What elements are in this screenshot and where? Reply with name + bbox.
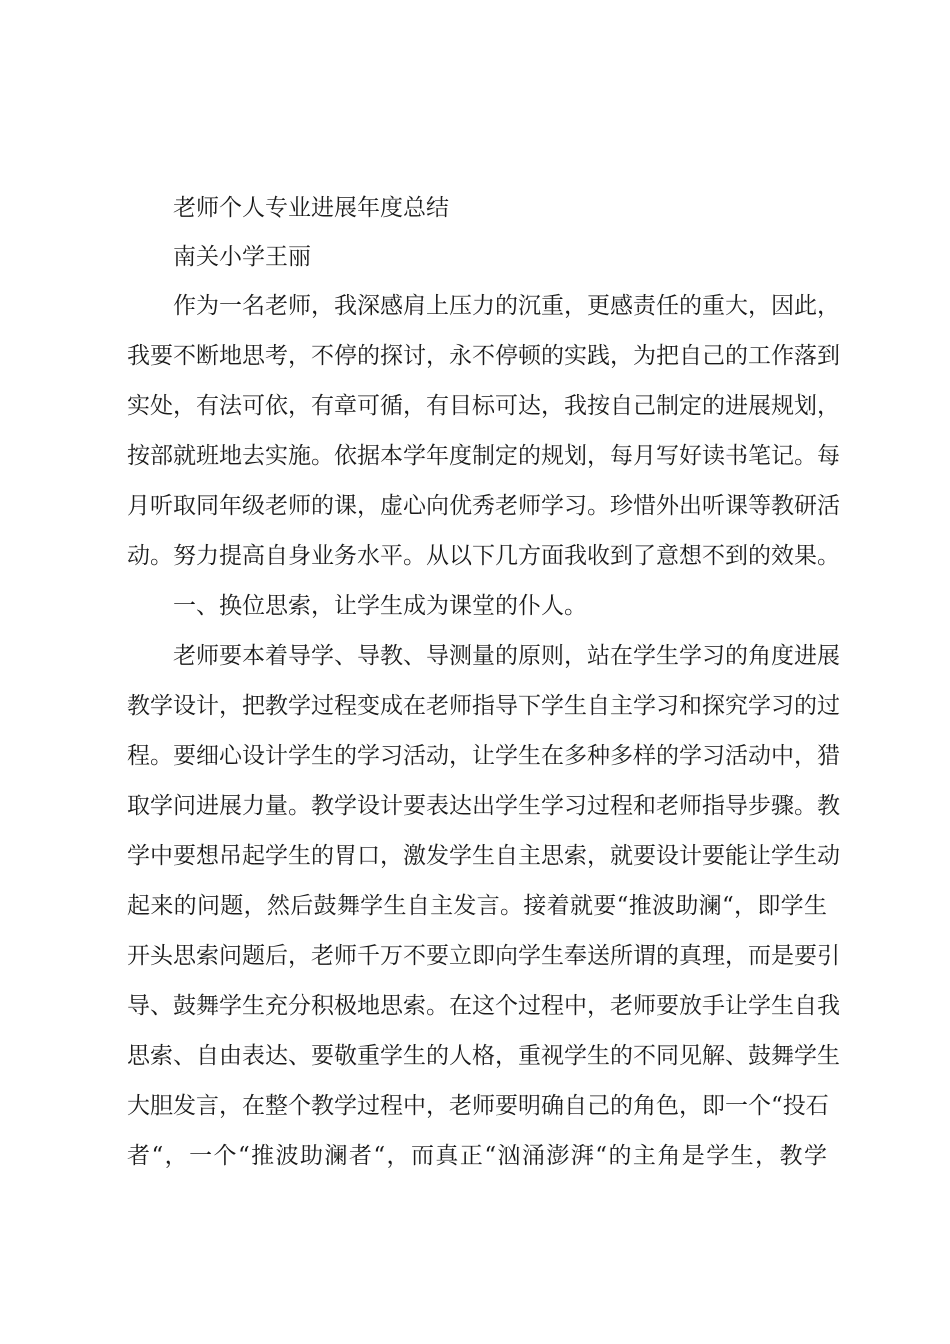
paragraph-2-line: 思索、自由表达、要敬重学生的人格，重视学生的不同见解、鼓舞学生 bbox=[127, 1043, 840, 1069]
paragraph-2-line: 导、鼓舞学生充分积极地思索。在这个过程中，老师要放手让学生自我 bbox=[127, 993, 840, 1019]
paragraph-2-line: 教学设计，把教学过程变成在老师指导下学生自主学习和探究学习的过 bbox=[127, 693, 840, 719]
paragraph-2-line: 老师要本着导学、导教、导测量的原则，站在学生学习的角度进展 bbox=[173, 643, 840, 669]
document-title: 老师个人专业进展年度总结 bbox=[173, 195, 449, 221]
paragraph-2-line: 开头思索问题后，老师千万不要立即向学生奉送所谓的真理，而是要引 bbox=[127, 943, 840, 969]
paragraph-2-line: 取学问进展力量。教学设计要表达出学生学习过程和老师指导步骤。教 bbox=[127, 793, 840, 819]
paragraph-1-line: 动。努力提高自身业务水平。从以下几方面我收到了意想不到的效果。 bbox=[127, 543, 840, 569]
paragraph-1-line: 作为一名老师，我深感肩上压力的沉重，更感责任的重大，因此， bbox=[173, 293, 840, 319]
paragraph-2-line: 大胆发言，在整个教学过程中，老师要明确自己的角色，即一个“投石 bbox=[127, 1093, 829, 1119]
paragraph-1-line: 我要不断地思考，不停的探讨，永不停顿的实践，为把自己的工作落到 bbox=[127, 343, 840, 369]
paragraph-1-line: 月听取同年级老师的课，虚心向优秀老师学习。珍惜外出听课等教研活 bbox=[127, 493, 840, 519]
document-author: 南关小学王丽 bbox=[173, 244, 311, 270]
section-1-heading: 一、换位思索，让学生成为课堂的仆人。 bbox=[173, 593, 587, 619]
paragraph-2-line: 学中要想吊起学生的胃口，激发学生自主思索，就要设计要能让学生动 bbox=[127, 843, 840, 869]
paragraph-1-line: 实处，有法可依，有章可循，有目标可达，我按自己制定的进展规划， bbox=[127, 393, 840, 419]
paragraph-1-line: 按部就班地去实施。依据本学年度制定的规划，每月写好读书笔记。每 bbox=[127, 443, 840, 469]
paragraph-2-line: 起来的问题，然后鼓舞学生自主发言。接着就要“推波助澜“，即学生 bbox=[127, 893, 827, 919]
paragraph-2-line: 程。要细心设计学生的学习活动，让学生在多种多样的学习活动中，猎 bbox=[127, 743, 840, 769]
paragraph-2-line: 者“，一个“推波助澜者“，而真正“汹涌澎湃“的主角是学生，教学 bbox=[127, 1143, 827, 1169]
